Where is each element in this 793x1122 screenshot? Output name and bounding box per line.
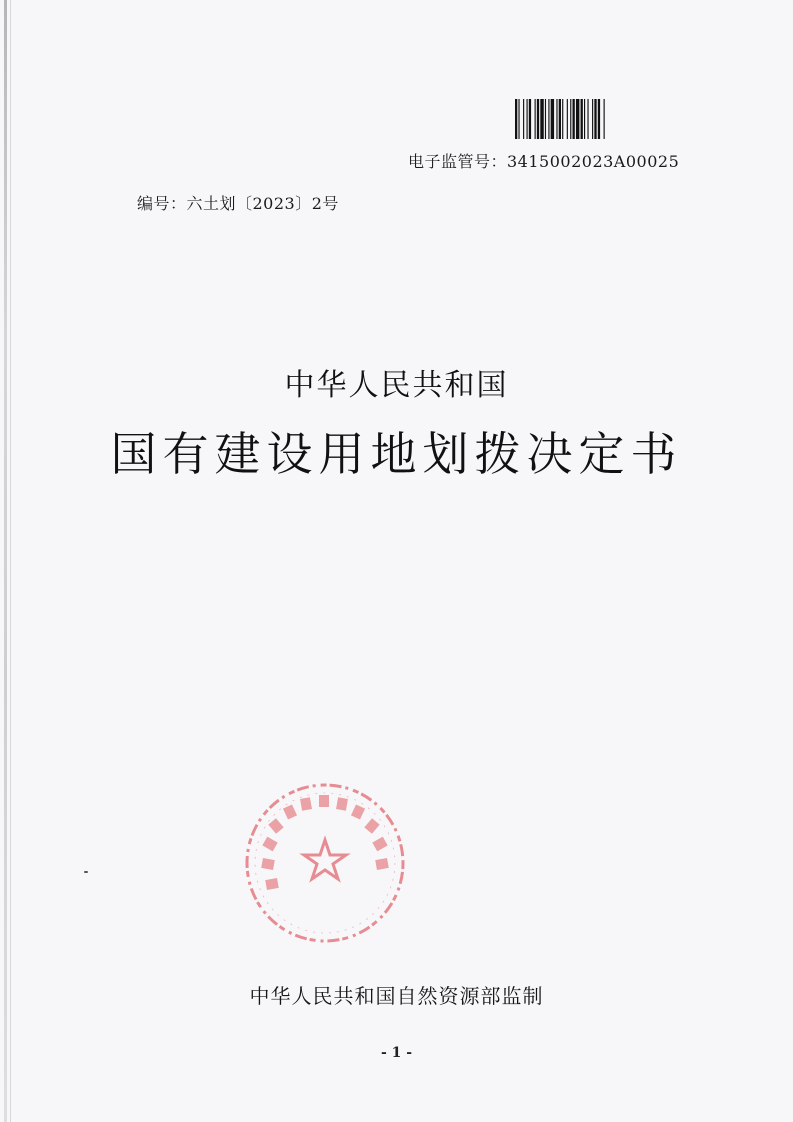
issuer-line: 中华人民共和国自然资源部监制 <box>249 984 544 1008</box>
barcode <box>513 99 683 139</box>
scan-speck <box>84 871 88 873</box>
barcode-bar <box>537 99 539 139</box>
barcode-bar <box>518 99 519 139</box>
barcode-bar <box>540 99 543 139</box>
country-title: 中华人民共和国 <box>284 368 509 403</box>
barcode-bar <box>559 99 561 139</box>
barcode-bar <box>556 99 557 139</box>
barcode-bar <box>529 99 531 139</box>
document-title: 国有建设用地划拨决定书 <box>110 427 683 481</box>
scan-edge-line <box>10 0 11 1122</box>
barcode-bar <box>573 99 575 139</box>
page-number: - 1 - <box>380 1045 413 1061</box>
barcode-bar <box>584 99 585 139</box>
barcode-bar <box>570 99 571 139</box>
supervision-number: 电子监管号：3415002023A00025 <box>408 152 680 171</box>
barcode-bar <box>562 99 563 139</box>
barcode-bar <box>567 99 568 139</box>
barcode-bar <box>592 99 593 139</box>
barcode-bar <box>515 99 517 139</box>
barcode-bar <box>594 99 596 139</box>
barcode-bar <box>604 99 605 139</box>
barcode-bar <box>581 99 583 139</box>
barcode-bar <box>587 99 588 139</box>
barcode-bar <box>523 99 524 139</box>
barcode-bar <box>527 99 528 139</box>
barcode-bar <box>598 99 600 139</box>
barcode-bar <box>576 99 579 139</box>
barcode-bar <box>548 99 549 139</box>
barcode-bar <box>535 99 536 139</box>
scan-edge-left <box>4 0 7 1122</box>
document-number: 编号：六土划〔2023〕2号 <box>137 194 339 213</box>
official-seal <box>241 780 409 946</box>
star-seal-icon <box>304 840 346 879</box>
barcode-bar <box>545 99 546 139</box>
barcode-bar <box>551 99 554 139</box>
